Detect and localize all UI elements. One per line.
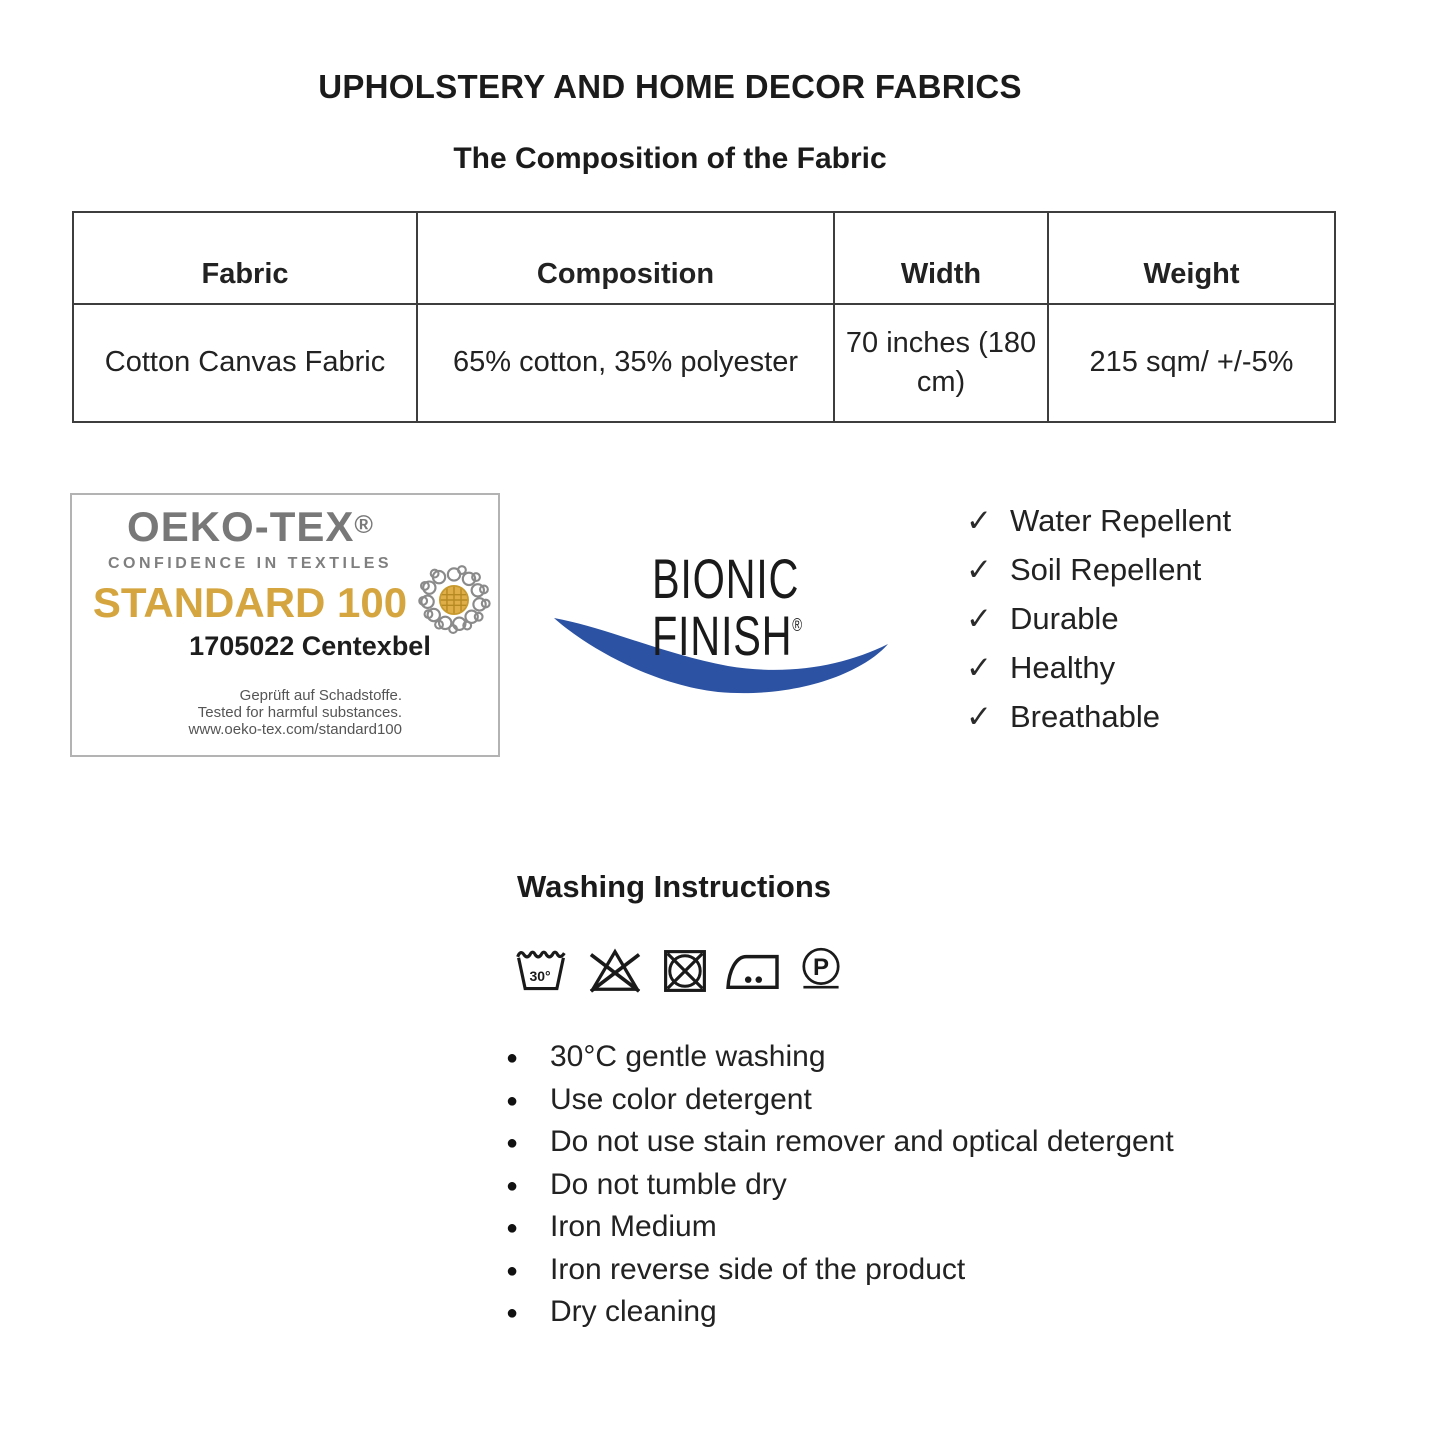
washing-instructions-list xyxy=(506,1040,1266,1338)
list-item xyxy=(966,692,1231,741)
list-item xyxy=(966,496,1231,545)
bullet-icon: ● xyxy=(506,1132,519,1154)
table-header-row xyxy=(73,212,1335,304)
checkmark-icon: ✓ xyxy=(966,600,992,637)
instruction-text: Dry cleaning xyxy=(550,1295,717,1328)
do-not-bleach-icon xyxy=(584,943,646,995)
checkmark-icon: ✓ xyxy=(966,551,992,588)
finish-line xyxy=(652,602,803,667)
bullet-icon: ● xyxy=(506,1174,519,1197)
column-header-weight: Weight xyxy=(1048,212,1335,304)
oeko-tex-url: www.oeko-tex.com/standard100 xyxy=(188,721,402,738)
feature-checklist xyxy=(966,496,1231,741)
oeko-tex-standard-100: STANDARD 100 xyxy=(92,579,408,626)
cell-weight: 215 sqm/ +/-5% xyxy=(1048,304,1335,422)
list-item xyxy=(506,1083,1266,1126)
bullet-icon: ● xyxy=(506,1259,519,1282)
oeko-tex-smallprint xyxy=(189,687,402,738)
list-item xyxy=(506,1040,1266,1083)
feature-label: Healthy xyxy=(1010,649,1116,685)
oeko-tex-certificate xyxy=(70,493,500,757)
svg-text:P: P xyxy=(812,954,830,982)
bionic-finish-wordmark xyxy=(652,547,803,667)
column-header-composition: Composition xyxy=(417,212,834,304)
care-symbols-row xyxy=(513,941,845,995)
instruction-text: Iron reverse side of the product xyxy=(550,1252,966,1286)
instruction-text: Iron Medium xyxy=(550,1210,717,1243)
oeko-tex-flower-icon xyxy=(414,563,494,637)
cell-fabric: Cotton Canvas Fabric xyxy=(73,304,417,422)
instruction-text: 30°C gentle washing xyxy=(550,1040,826,1073)
dry-clean-p-icon xyxy=(797,941,845,995)
washing-instructions-heading: Washing Instructions xyxy=(517,869,832,904)
bullet-icon: ● xyxy=(506,1047,519,1069)
oeko-tex-wordmark: OEKO-TEX xyxy=(127,503,355,550)
column-header-width: Width xyxy=(834,212,1048,304)
oeko-tex-note-en: Tested for harmful substances. xyxy=(197,704,402,721)
page-title: UPHOLSTERY AND HOME DECOR FABRICS xyxy=(318,68,1022,105)
list-item xyxy=(506,1253,1266,1296)
list-item xyxy=(506,1125,1266,1168)
page-subtitle: The Composition of the Fabric xyxy=(453,142,887,175)
list-item xyxy=(506,1295,1266,1338)
bullet-icon: ● xyxy=(506,1089,519,1112)
bullet-icon: ● xyxy=(506,1217,519,1239)
bionic-line: BIONIC xyxy=(652,547,800,610)
bionic-finish-logo xyxy=(540,547,920,727)
list-item xyxy=(506,1168,1266,1211)
do-not-tumble-dry-icon xyxy=(661,947,709,995)
column-header-fabric: Fabric xyxy=(73,212,417,304)
checkmark-icon: ✓ xyxy=(966,649,992,686)
feature-label: Breathable xyxy=(1010,698,1160,734)
cell-composition: 65% cotton, 35% polyester xyxy=(417,304,834,422)
feature-label: Durable xyxy=(1010,600,1119,636)
iron-medium-icon xyxy=(724,947,782,995)
checkmark-icon: ✓ xyxy=(966,502,992,539)
instruction-text: Do not tumble dry xyxy=(550,1167,787,1201)
checkmark-icon: ✓ xyxy=(966,698,992,735)
list-item xyxy=(506,1210,1266,1253)
oeko-tex-brand xyxy=(72,503,428,551)
cell-width: 70 inches (180 cm) xyxy=(834,304,1048,422)
composition-table xyxy=(72,211,1336,423)
feature-label: Water Repellent xyxy=(1010,502,1232,538)
table-row xyxy=(73,304,1335,422)
finish-text: FINISH xyxy=(652,604,793,667)
oeko-tex-note-de: Geprüft auf Schadstoffe. xyxy=(239,687,402,704)
list-item xyxy=(966,643,1231,692)
svg-text:30°: 30° xyxy=(529,968,551,985)
bullet-icon: ● xyxy=(506,1302,519,1324)
oeko-tex-certificate-number: 1705022 Centexbel xyxy=(189,631,431,661)
wash-30-icon xyxy=(513,943,569,995)
oeko-tex-tagline: CONFIDENCE IN TEXTILES xyxy=(107,555,393,572)
feature-label: Soil Repellent xyxy=(1010,551,1202,587)
instruction-text: Do not use stain remover and optical detergent xyxy=(550,1125,1174,1158)
registered-trademark-icon: ® xyxy=(792,615,803,635)
registered-trademark-icon: ® xyxy=(354,511,373,539)
instruction-text: Use color detergent xyxy=(550,1082,812,1116)
list-item xyxy=(966,594,1231,643)
list-item xyxy=(966,545,1231,594)
